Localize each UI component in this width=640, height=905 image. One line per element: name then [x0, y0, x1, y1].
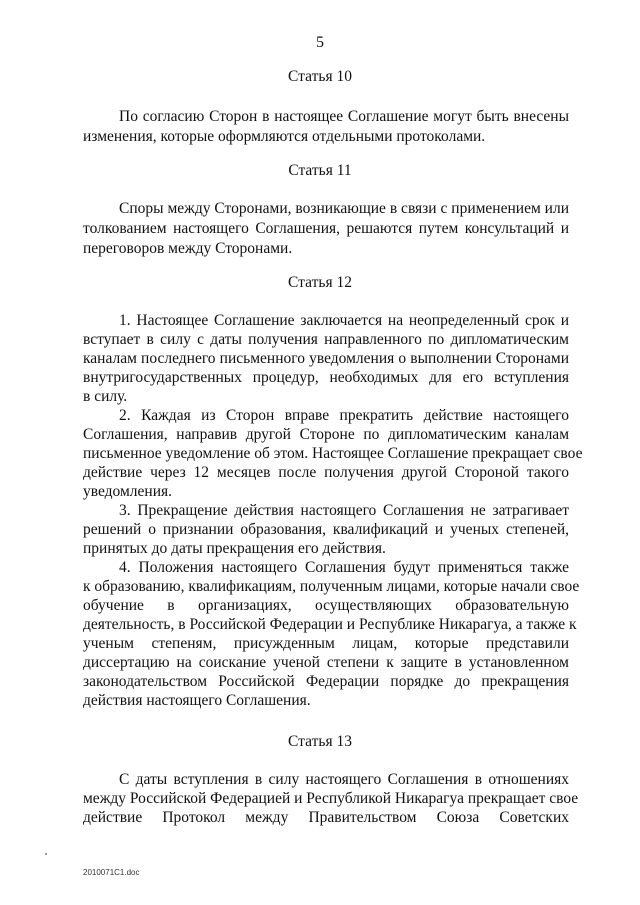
page-number: 5 — [316, 34, 324, 51]
article-12-heading: Статья 12 — [288, 274, 352, 291]
article-13-line-3: действие Протокол между Правительством Союза Советских — [83, 809, 569, 826]
article-11-line-1: Споры между Сторонами, возникающие в связи с применением или — [119, 200, 569, 217]
article-12-line-6: 2. Каждая из Сторон вправе прекратить действие настоящего — [119, 407, 569, 424]
article-12-line-21: действия настоящего Соглашения. — [83, 692, 311, 709]
article-12-line-18: ученым степеням, присужденным лицам, которые представили — [83, 635, 569, 652]
article-10-line-2: изменения, которые оформляются отдельными протоколами. — [83, 128, 486, 145]
article-13-line-1: С даты вступления в силу настоящего Соглашения в отношениях — [119, 771, 569, 788]
article-11-line-2: толкованием настоящего Соглашения, решаются путем консультаций и — [83, 220, 569, 237]
scan-speck — [45, 853, 47, 855]
article-12-line-8: письменное уведомление об этом. Настоящее Соглашение прекращает свое — [83, 445, 583, 462]
article-12-line-4: внутригосударственных процедур, необходимых для его вступления — [83, 369, 569, 386]
article-12-line-20: законодательством Российской Федерации порядке до прекращения — [83, 673, 569, 690]
article-12-line-9: действие через 12 месяцев после получения другой Стороной такого — [83, 464, 569, 481]
article-10-line-1: По согласию Сторон в настоящее Соглашение могут быть внесены — [119, 108, 569, 125]
article-12-line-13: принятых до даты прекращения его действия. — [83, 540, 386, 557]
article-12-line-11: 3. Прекращение действия настоящего Соглашения не затрагивает — [119, 502, 569, 519]
footer-filename: 2010071C1.doc — [83, 868, 140, 877]
article-12-line-12: решений о признании образования, квалификаций и ученых степеней, — [83, 521, 569, 538]
article-12-line-5: в силу. — [83, 388, 128, 405]
article-13-heading: Статья 13 — [288, 733, 352, 750]
article-12-line-15: к образованию, квалификациям, полученным лицами, которые начали свое — [83, 578, 580, 595]
article-12-line-10: уведомления. — [83, 483, 173, 500]
article-12-line-16: обучение в организациях, осуществляющих образовательную — [83, 597, 569, 614]
article-12-line-14: 4. Положения настоящего Соглашения будут применяться также — [119, 559, 569, 576]
article-12-line-19: диссертацию на соискание ученой степени к защите в установленном — [83, 654, 569, 671]
article-13-line-2: между Российской Федерацией и Республикой Никарагуа прекращает свое — [83, 790, 579, 807]
article-12-line-2: вступает в силу с даты получения направленного по дипломатическим — [83, 331, 569, 348]
article-12-line-1: 1. Настоящее Соглашение заключается на неопределенный срок и — [119, 312, 569, 329]
article-11-line-3: переговоров между Сторонами. — [83, 240, 293, 257]
article-10-heading: Статья 10 — [288, 68, 352, 85]
article-12-line-17: деятельность, в Российской Федерации и Республике Никарагуа, а также к — [83, 616, 577, 633]
article-11-heading: Статья 11 — [288, 162, 352, 179]
article-12-line-7: Соглашения, направив другой Стороне по дипломатическим каналам — [83, 426, 569, 443]
article-12-line-3: каналам последнего письменного уведомления о выполнении Сторонами — [83, 350, 569, 367]
